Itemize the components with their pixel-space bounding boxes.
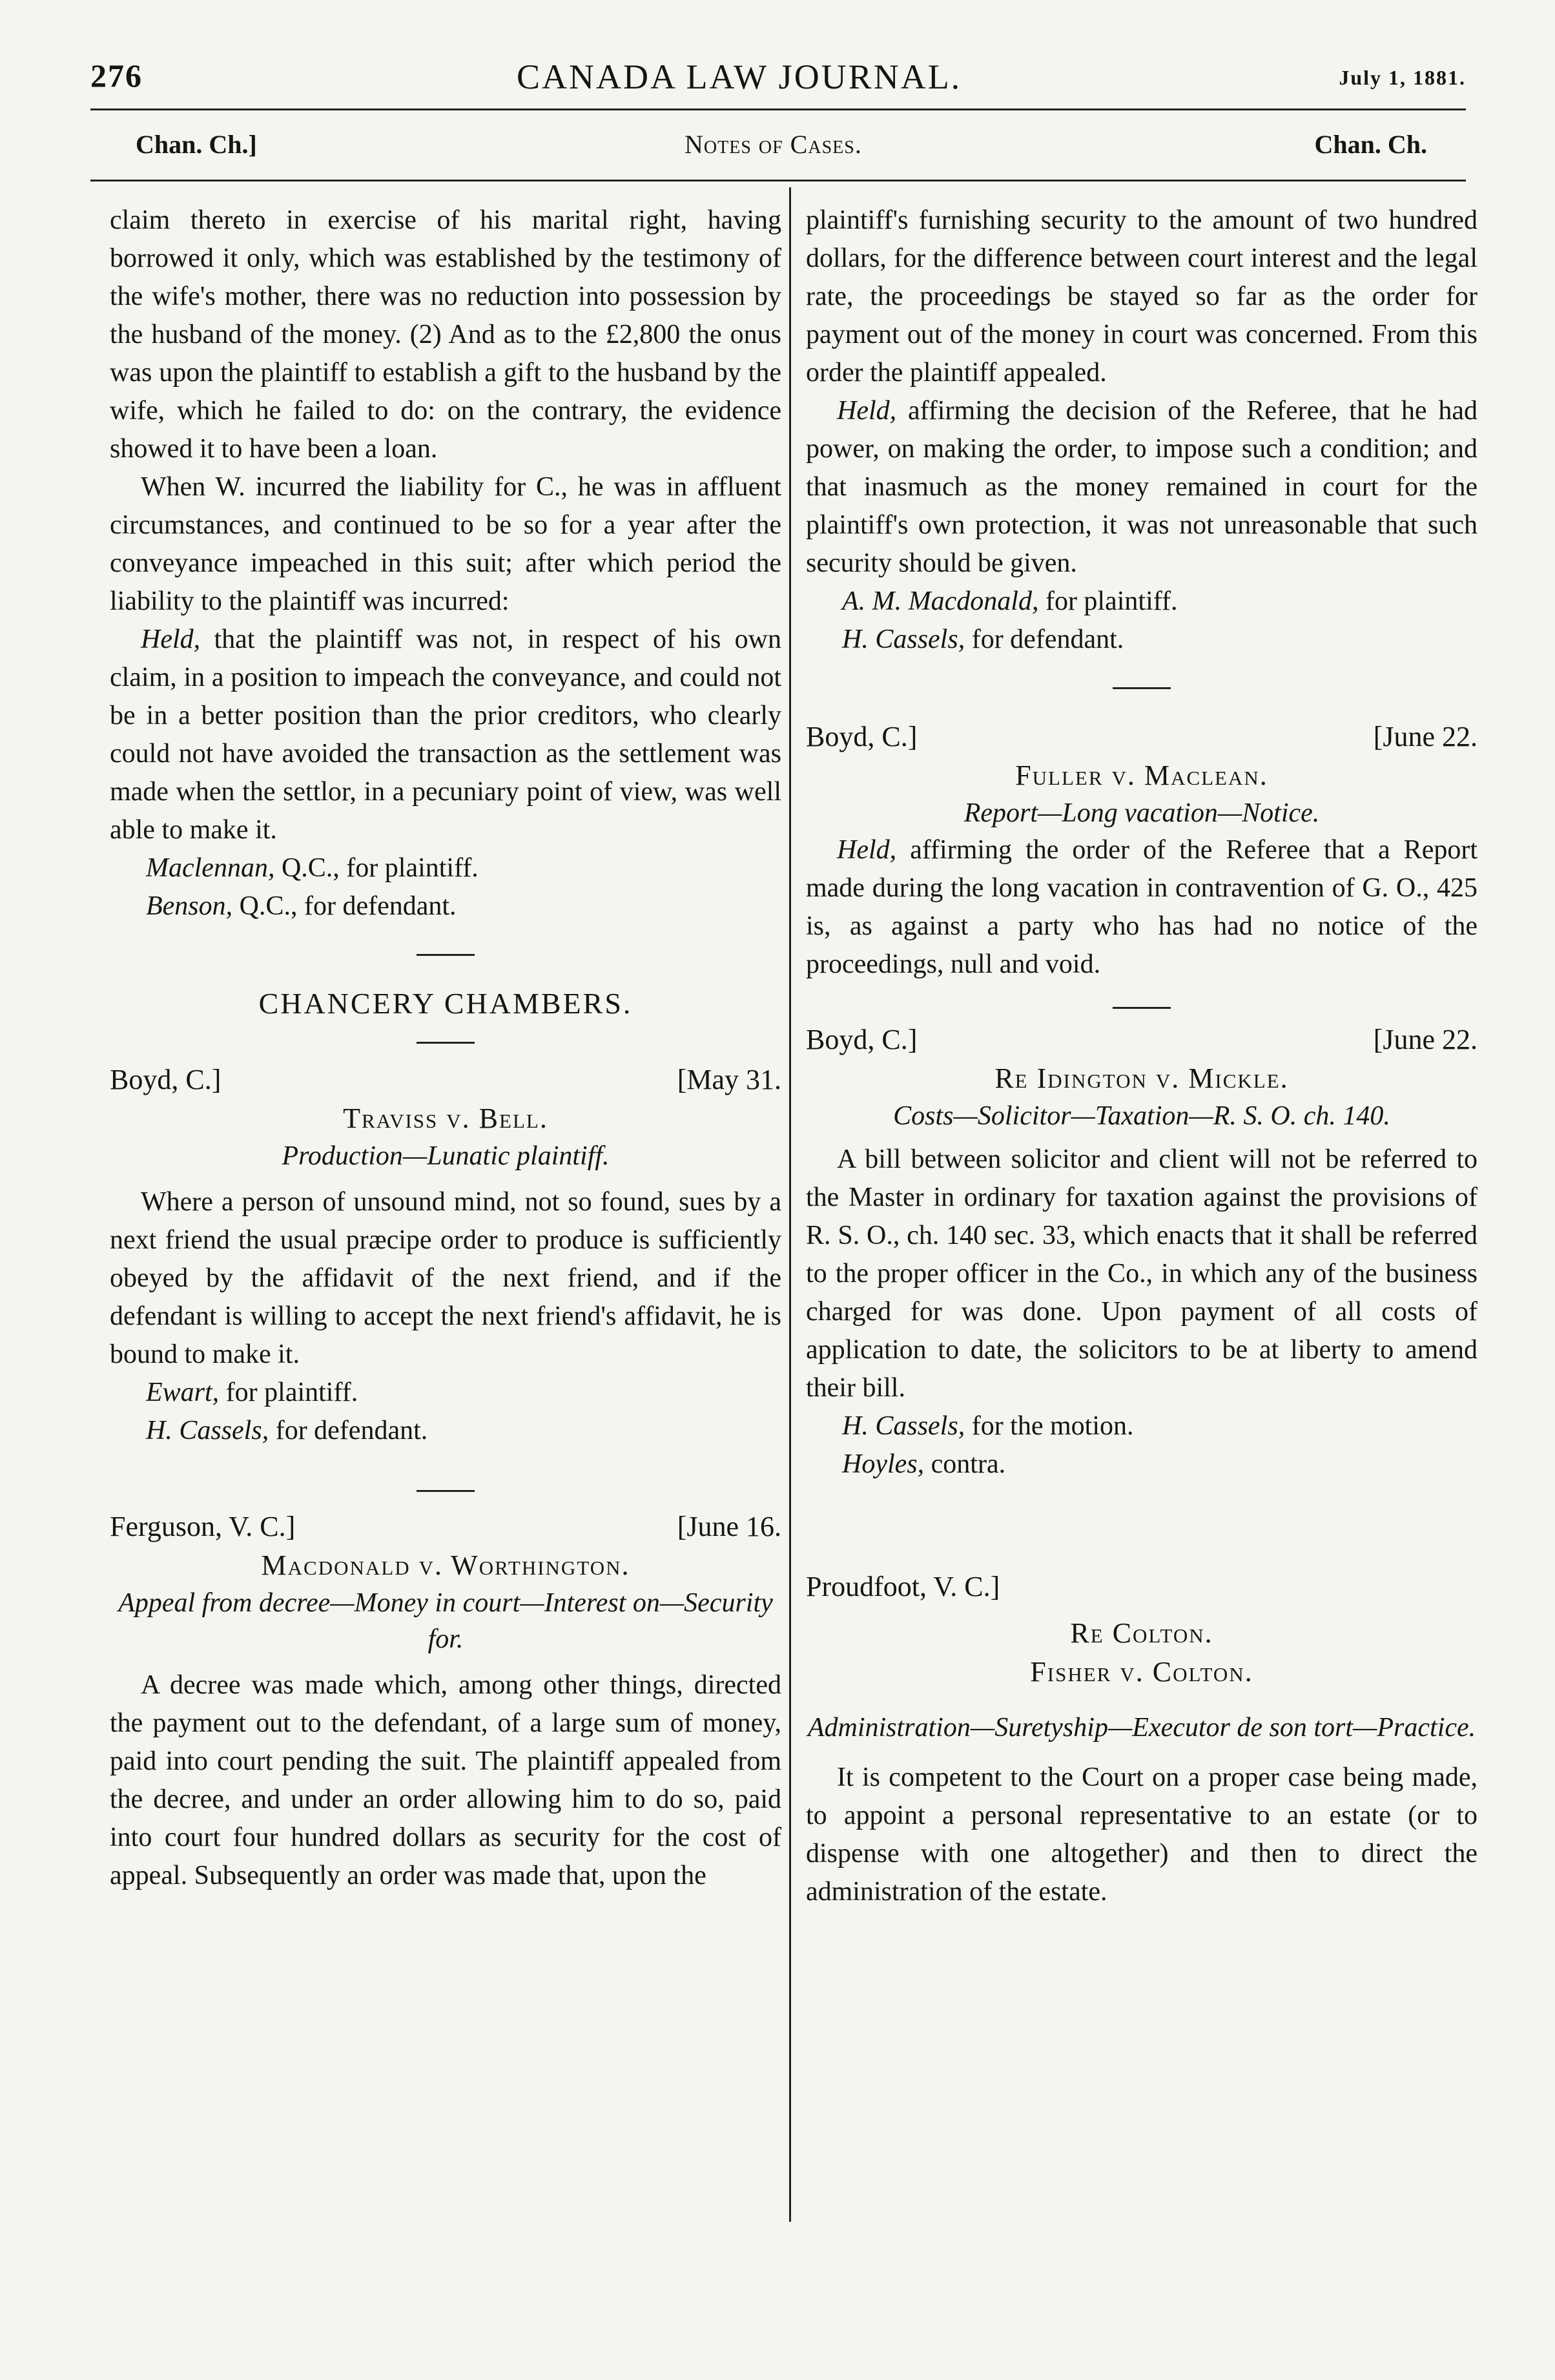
paragraph: claim thereto in exercise of his marital right, having borrowed it only, which was established by the testimony of the wife's mother, there was no reduction into possession by the husband of the money. (2) And as to the £2,800 the onus was upon the plaintiff to establish a gift to the husband by the wife, which he failed to do: on the contrary, the evidence showed it to have been a loan. [110, 205, 781, 464]
case-header [806, 1020, 1478, 1059]
counsel-line [842, 1445, 1478, 1484]
case-title: Re Idington v. Mickle. [994, 1062, 1289, 1094]
case-date: [June 22. [1373, 1024, 1478, 1055]
paragraph: plaintiff's furnishing security to the amount of two hundred dollars, for the difference between court interest and the legal rate, the proceedings be stayed so far as the order for payment out of the money in court was concerned. From this order the plaintiff appealed. [806, 205, 1478, 388]
case-text: A bill between solicitor and client will not be referred to the Master in ordinary for taxation against the provisions of R. S. O., ch. 140 sec. 33, which enacts that it shall be referred to the proper officer in the Co., in which any of the business charged for was done. Upon payment of all costs of application to date, the solicitors to be at liberty to amend their bill. [806, 1144, 1478, 1403]
counsel-name: A. M. Macdonald, [842, 586, 1039, 616]
header-rule [90, 109, 1466, 110]
case-date: [May 31. [677, 1064, 781, 1095]
case-subtitle: Administration—Suretyship—Executor de son tort—Practice. [807, 1713, 1476, 1743]
counsel-line [842, 1407, 1478, 1445]
issue-date: July 1, 1881. [1339, 66, 1466, 89]
counsel-line [842, 621, 1478, 659]
held-text: that the plaintiff was not, in respect of his own claim, in a position to impeach the conveyance, and could not be in a better position than the prior creditors, who clearly could not have avoided the transaction as the settlement was made when the settlor, in a pecuniary point of view, was well able to make it. [110, 625, 781, 845]
page-header [90, 52, 1485, 103]
counsel-name: Hoyles, [842, 1449, 925, 1479]
counsel-name: Ewart, [146, 1378, 220, 1407]
case-text: Where a person of unsound mind, not so found, sues by a next friend the usual præcipe order to produce is sufficiently obeyed by the affidavit of the next friend, and if the defendant is willing to accept the next friend's affidavit, he is bound to make it. [110, 1187, 781, 1369]
right-column [806, 202, 1478, 1911]
case-judge: Boyd, C.] [806, 721, 918, 752]
case-subtitle: Production—Lunatic plaintiff. [282, 1141, 610, 1171]
counsel-line [842, 583, 1478, 621]
divider [417, 954, 475, 956]
paragraph: When W. incurred the liability for C., he was in affluent circumstances, and continued to be so for a year after the conveyance impeached in this suit; after which period the liability to the plaintiff was incurred: [110, 472, 781, 616]
counsel-name: H. Cassels, [842, 625, 965, 654]
counsel-line [146, 1374, 781, 1412]
column-divider [789, 187, 791, 2222]
page-number: 276 [90, 57, 143, 94]
held-label: Held, [837, 835, 897, 865]
running-head-center: Notes of Cases. [685, 130, 862, 159]
case-header [806, 1568, 1478, 1606]
case-subtitle: Appeal from decree—Money in court—Interest on—Security for. [118, 1588, 773, 1654]
held-text: affirming the order of the Referee that a Report made during the long vacation in contravention of G. O., 425 is, as against a party who has had no notice of the proceedings, null and void. [806, 835, 1478, 979]
divider [1113, 1007, 1171, 1009]
counsel-line [146, 1412, 781, 1450]
counsel-role: Q.C., for plaintiff. [274, 853, 479, 883]
divider [1113, 687, 1171, 689]
case-text: It is competent to the Court on a proper case being made, to appoint a personal representative to an estate (or to dispense with one altogether) and then to direct the administration of the estate. [806, 1763, 1478, 1907]
divider [417, 1042, 475, 1044]
counsel-role: for the motion. [965, 1411, 1134, 1441]
case-judge: Ferguson, V. C.] [110, 1511, 296, 1542]
case-judge: Boyd, C.] [806, 1024, 918, 1055]
case-date: [June 16. [677, 1511, 781, 1542]
held-label: Held, [141, 625, 201, 654]
subheader-rule [90, 180, 1466, 181]
held-paragraph [806, 392, 1478, 583]
case-judge: Boyd, C.] [110, 1064, 221, 1095]
counsel-name: H. Cassels, [146, 1416, 269, 1445]
case-title: Fuller v. Maclean. [1015, 760, 1268, 791]
case-subtitle: Costs—Solicitor—Taxation—R. S. O. ch. 140. [893, 1101, 1390, 1131]
running-head-right: Chan. Ch. [1314, 130, 1427, 159]
left-column [110, 202, 781, 1895]
counsel-line [146, 849, 781, 887]
running-head-left: Chan. Ch.] [136, 130, 257, 159]
case-header [110, 1507, 781, 1546]
case-text: A decree was made which, among other things, directed the payment out to the defendant, of a large sum of money, paid into court pending the suit. The plaintiff appealed from the decree, and under an order allowing him to do so, paid into court four hundred dollars as security for the cost of appeal. Subsequently an order was made that, upon the [110, 1670, 781, 1890]
case-title: Traviss v. Bell. [343, 1102, 548, 1134]
case-date: [June 22. [1373, 721, 1478, 752]
counsel-role: contra. [924, 1449, 1006, 1479]
divider [417, 1490, 475, 1492]
case-header [806, 718, 1478, 756]
counsel-name: Maclennan, [146, 853, 275, 883]
case-header [110, 1061, 781, 1099]
journal-title: CANADA LAW JOURNAL. [517, 57, 962, 96]
counsel-role: for defendant. [965, 625, 1124, 654]
case-judge: Proudfoot, V. C.] [806, 1571, 1000, 1602]
case-title: Re Colton. [1070, 1617, 1213, 1649]
held-paragraph [806, 831, 1478, 984]
counsel-role: Q.C., for defendant. [232, 891, 457, 921]
counsel-role: for defendant. [269, 1416, 428, 1445]
held-paragraph [110, 621, 781, 849]
running-head [90, 129, 1466, 168]
held-text: affirming the decision of the Referee, that he had power, on making the order, to impose such a condition; and that inasmuch as the money remained in court for the plaintiff's own protection, it was not unreasonable that such security should be given. [806, 396, 1478, 578]
held-label: Held, [837, 396, 897, 426]
counsel-name: H. Cassels, [842, 1411, 965, 1441]
counsel-role: for plaintiff. [219, 1378, 358, 1407]
case-title: Macdonald v. Worthington. [261, 1549, 630, 1581]
counsel-line [146, 887, 781, 926]
counsel-role: for plaintiff. [1038, 586, 1178, 616]
case-subtitle: Report—Long vacation—Notice. [963, 798, 1320, 828]
section-title: CHANCERY CHAMBERS. [258, 987, 633, 1020]
case-title-secondary: Fisher v. Colton. [1030, 1656, 1253, 1688]
counsel-name: Benson, [146, 891, 233, 921]
